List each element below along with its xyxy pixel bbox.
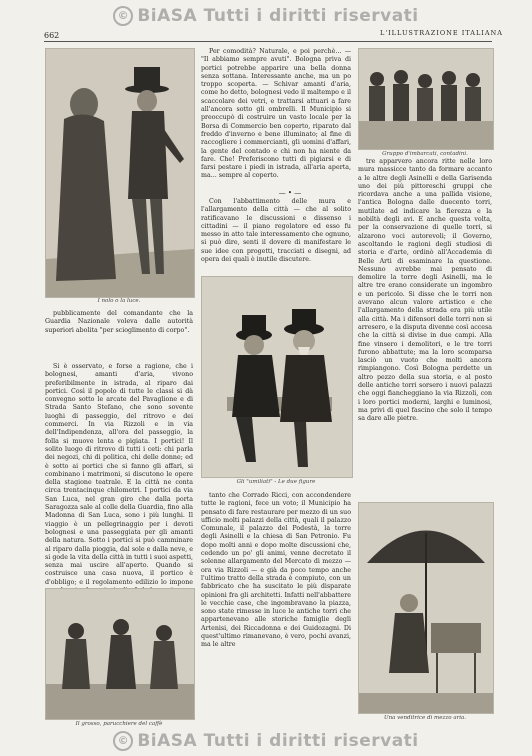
couple-illustration-art — [46, 49, 194, 297]
running-head: L'ILLUSTRAZIONE ITALIANA — [380, 29, 503, 37]
text-column-left-a — [45, 310, 193, 360]
caption-fig3: Gli "umiliati" - Le due figure — [236, 479, 316, 485]
illustration-two-men — [201, 276, 353, 478]
illustration-umbrella-vendor — [358, 502, 494, 714]
paragraph: pubblicamente del comandante che la Guardia Nazionale voleva dalle autorità superiori abolita "per scioglimento di corpo". — [45, 310, 193, 334]
paragraph: Per comodità? Naturale, e poi perchè... — "Il abbiamo sempre avuti". Bologna priva di portici potrebbe apparire una bella donna senza sottana. Interessante anche, ma un po troppo scoperta. — Schivar amanti d'aria, come ho detto, bolognesi vedo il maltempo e il scaccolare dei vetri, e trattarsi attuari a fare all'ancora sotto gli ombrelli. Il Municipio si preoccupò di costruire un vasto locale per la Borsa di Commercio ben coperto, riparato dal freddo d'inverno e bene illuminato; al fine di raccogliere i commercianti, gli uomini d'affari, la gente del contado e chi non ha niente da fare. Che! Preferiscono tutti di pigiarsi e di farsi pestare i piedi in istrada, all'aria aperta, ma... sempre al coperto. — [201, 48, 351, 180]
section-ornament: — • — — [278, 189, 302, 197]
umbrella-vendor-illustration-art — [359, 503, 493, 713]
paragraph: tre apparvero ancora ritte nelle loro mura massicce tanto da formare accanto a le altre degli Asinelli e della Garisenda uno dei più pittoreschi gruppi che ricordava anche a una pallida visione, l'antica Bologna dalle duecento torri, mutilate ad indicare la fierezza e la nobiltà degli avi. E anche questa volta, per la conservazione di quelle torri, si alzarono voci autorevoli; il Governo, ascoltando le ragioni degli studiosi di storia e d'arte, ordinò all'Accademia di Belle Arti di esaminare la questione. Nessuno avrebbe mai pensato di demolire la torre degli Asinelli, ma le altre tre erano considerate un ingombro e un pericolo. Si disse che le torri non avevano alcun valore artistico e che l'allargamento della strada era più utile alla città. Ma i difensori delle torri non si arresero, e la disputa divenne così accesa che la città si divise in due campi. Alla fine vinsero i demolitori, e le tre torri furono abbattute; ma la loro scomparsa lasciò un vuoto che molti ancora rimpiangono. Così Bologna perdette un altro pezzo della sua storia, e al posto delle antiche torri sorsero i nuovi palazzi che oggi fiancheggiano la via Rizzoli, con i loro portici moderni, larghi e luminosi, ma privi di quel fascino che solo il tempo sa dare alle pietre. — [358, 158, 492, 423]
street-scene-illustration-art — [46, 589, 194, 719]
text-column-middle-top — [201, 48, 351, 186]
paragraph: Con l'abbattimento delle mura e l'allargamento della città — che al solito ratificavano le discussioni e dissenso i cittadini — il piano regolatore ed esso fu messo in atto tale interessamento che ognuno, si può dire, senti il dovere di manifestare le sue idee con progetti, tracciati e disegni, ad opera dei quali è inutile discutere. — [201, 198, 351, 264]
text-column-right — [358, 158, 492, 498]
caption-fig2: Gruppo d'imbarcati, contadini. — [382, 151, 468, 157]
two-men-illustration-art — [202, 277, 352, 477]
text-column-middle-lower — [201, 198, 351, 273]
copyright-icon: © — [113, 731, 133, 751]
text-column-left-b — [45, 363, 193, 586]
page-number: 662 — [44, 31, 60, 40]
caption-fig5: Una venditrice di mezzo aria. — [383, 715, 467, 721]
caption-fig1: I nolo o la luce. — [97, 298, 141, 304]
header-rule — [44, 41, 492, 42]
text-column-middle-bottom — [201, 492, 351, 725]
paragraph: tanto che Corrado Ricci, con accondendere tutte le ragioni, fece un voto; il Municipio ha pensato di fare restaurare per mezzo di un suo ufficio molti palazzi della città, quali il palazzo Comunale, il palazzo del Podestà, la torre degli Asinelli e la chiesa di San Petronio. Fu dopo molti anni e dopo molte discussioni che, cedendo un po' gli animi, venne decretato il solenne allargamento del Mercato di mezzo — ora via Rizzoli — e già da poco tempo anche l'ultimo tratto della strada è compiuto, con un fabbricato che ha suscitato le più disparate opinioni fra gli architetti. Infatti nell'abbattere le vecchie case, che ingombravano la piazza, sono state rimesse in luce le antiche torri che appartenevano alle storiche famiglie degli Artenisi, dei Riccadonna e dei Guidozagni. Di quest'ultimo rimanevano, è vero, pochi avanzi, ma le altre — [201, 492, 351, 649]
group-illustration-art — [359, 49, 493, 149]
caption-fig4: Il grosso, parucchiere del caffè — [75, 721, 163, 727]
watermark-bottom: © BiASA Tutti i diritti riservati — [0, 731, 532, 751]
copyright-icon: © — [113, 6, 133, 26]
illustration-group — [358, 48, 494, 150]
watermark-top: © BiASA Tutti i diritti riservati — [0, 6, 532, 26]
illustration-couple — [45, 48, 195, 298]
paragraph: Si è osservato, e forse a ragione, che i bolognesi, amanti d'aria, vivono preferibilmente in istrada, al riparo dai portici. Così il popolo di tutte le classi si dà convegno sotto le arcate del Pavaglione e di Strada Santo Stefano, che sono sovente luoghi di passeggio, del ritrovo e dei commerci. In via Rizzoli e in via dell'Indipendenza, all'ora del passeggio, la folla si muove lenta e pigiata. I portici! Il solito luogo di ritrovo di tutti i ceti: chi parla dei negozi, chi di politica, chi delle donne; ed è sotto ai portici che si fanno gli affari, si combinano i matrimoni, si discutono le opere della stagione teatrale. E la città ne conta circa trentacinque chilometri. I portici da via San Luca, nel gran giro che dalla porta Saragozza sale al colle della Guardia, fino alla Madonna di San Luca, sono i più lunghi. Il viaggio è un pellegrinaggio per i devoti bolognesi e una passeggiata per gli amanti della natura. Sotto i portici si può camminare al riparo dalla pioggia, dal sole e dalla neve, e si gode la vita della città in tutti i suoi aspetti, senza mai uscire all'aperto. Quando si costruisce una casa nuova, il portico è d'obbligo; e il regolamento edilizio lo impone — [45, 363, 193, 586]
illustration-street-scene — [45, 588, 195, 720]
